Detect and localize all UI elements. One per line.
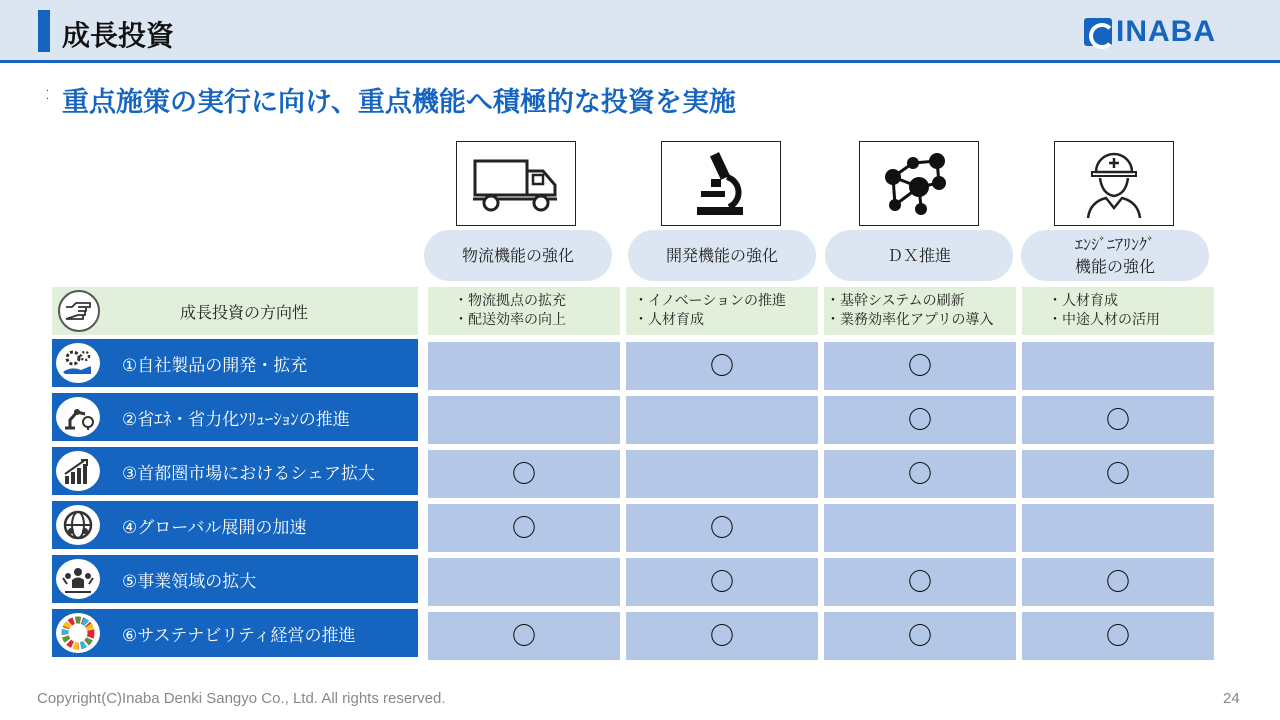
check-mark: 〇 bbox=[908, 568, 932, 596]
row-label-4 bbox=[52, 501, 418, 549]
logo-mark-icon bbox=[1084, 18, 1112, 46]
matrix-cell bbox=[1022, 450, 1214, 498]
matrix-cell bbox=[824, 396, 1016, 444]
column-dx: ＤＸ推進 bbox=[825, 230, 1013, 281]
check-mark: 〇 bbox=[512, 514, 536, 542]
slide-subtitle: 重点施策の実行に向け、重点機能へ積極的な投資を実施 bbox=[62, 87, 736, 118]
matrix-cell bbox=[626, 558, 818, 606]
direction-point: ・業務効率化アプリの導入 bbox=[826, 312, 994, 328]
direction-cell-logistics bbox=[428, 287, 620, 335]
direction-cell-engineering bbox=[1022, 287, 1214, 335]
matrix-cell bbox=[824, 504, 1016, 552]
direction-point: ・イノベーションの推進 bbox=[634, 293, 787, 309]
direction-cell-dx bbox=[824, 287, 1016, 335]
microscope-icon bbox=[661, 141, 781, 226]
check-mark: 〇 bbox=[908, 352, 932, 380]
globe-people-icon bbox=[54, 503, 102, 547]
row-label-5 bbox=[52, 555, 418, 603]
check-mark: 〇 bbox=[908, 622, 932, 650]
check-mark: 〇 bbox=[908, 460, 932, 488]
matrix-cell bbox=[428, 612, 620, 660]
matrix-cell bbox=[626, 342, 818, 390]
bullet-marker: · · bbox=[46, 86, 50, 105]
column-engineering: ｴﾝｼﾞﾆｱﾘﾝｸﾞ 機能の強化 bbox=[1021, 230, 1209, 281]
row-label-2 bbox=[52, 393, 418, 441]
row-label-3 bbox=[52, 447, 418, 495]
logo-text: INABA bbox=[1116, 15, 1216, 48]
matrix-cell bbox=[824, 450, 1016, 498]
page-number: 24 bbox=[1223, 690, 1240, 707]
matrix-cell bbox=[824, 612, 1016, 660]
direction-label-cell bbox=[52, 287, 418, 335]
direction-point: ・配送効率の向上 bbox=[454, 312, 566, 328]
check-mark: 〇 bbox=[1106, 568, 1130, 596]
column-logistics: 物流機能の強化 bbox=[424, 230, 612, 281]
engineer-icon bbox=[1054, 141, 1174, 226]
direction-point: ・物流拠点の拡充 bbox=[454, 293, 566, 309]
sdgs-wheel-icon bbox=[54, 611, 102, 655]
row-label-text: ①自社製品の開発・拡充 bbox=[122, 355, 308, 376]
check-mark: 〇 bbox=[908, 406, 932, 434]
row-label-text: ④グローバル展開の加速 bbox=[122, 517, 307, 538]
matrix-cell bbox=[428, 450, 620, 498]
check-mark: 〇 bbox=[710, 514, 734, 542]
matrix-cell bbox=[626, 450, 818, 498]
network-icon bbox=[859, 141, 979, 226]
direction-point: ・基幹システムの刷新 bbox=[826, 293, 965, 309]
row-label-text: ⑥サステナビリティ経営の推進 bbox=[122, 625, 356, 646]
matrix-cell bbox=[1022, 504, 1214, 552]
page-title: 成長投資 bbox=[62, 19, 175, 52]
matrix-cell bbox=[428, 396, 620, 444]
check-mark: 〇 bbox=[710, 568, 734, 596]
pointing-hand-icon bbox=[58, 290, 100, 332]
matrix-cell bbox=[626, 396, 818, 444]
check-mark: 〇 bbox=[1106, 622, 1130, 650]
copyright-footer: Copyright(C)Inaba Denki Sangyo Co., Ltd. All rights reserved. bbox=[37, 690, 446, 707]
matrix-cell bbox=[1022, 342, 1214, 390]
matrix-cell bbox=[1022, 396, 1214, 444]
row-label-text: ③首都圏市場におけるシェア拡大 bbox=[122, 463, 375, 484]
check-mark: 〇 bbox=[1106, 460, 1130, 488]
matrix-cell bbox=[428, 504, 620, 552]
truck-icon bbox=[456, 141, 576, 226]
row-label-text: ⑤事業領域の拡大 bbox=[122, 571, 257, 592]
check-mark: 〇 bbox=[512, 460, 536, 488]
matrix-cell bbox=[428, 558, 620, 606]
direction-label: 成長投資の方向性 bbox=[180, 302, 309, 322]
column-development: 開発機能の強化 bbox=[628, 230, 816, 281]
check-mark: 〇 bbox=[1106, 406, 1130, 434]
matrix-cell bbox=[428, 342, 620, 390]
header-rule bbox=[0, 60, 1280, 63]
matrix-cell bbox=[1022, 558, 1214, 606]
direction-cell-development bbox=[626, 287, 818, 335]
check-mark: 〇 bbox=[710, 622, 734, 650]
row-label-text: ②省ｴﾈ・省力化ｿﾘｭｰｼｮﾝの推進 bbox=[122, 409, 350, 430]
expand-people-icon bbox=[54, 557, 102, 601]
header-accent bbox=[38, 10, 50, 52]
matrix-cell bbox=[626, 504, 818, 552]
gears-hand-icon bbox=[54, 341, 102, 385]
matrix-cell bbox=[1022, 612, 1214, 660]
direction-point: ・人材育成 bbox=[634, 312, 704, 328]
matrix-cell bbox=[824, 342, 1016, 390]
growth-chart-icon bbox=[54, 449, 102, 493]
check-mark: 〇 bbox=[710, 352, 734, 380]
direction-point: ・人材育成 bbox=[1048, 293, 1118, 309]
row-label-6 bbox=[52, 609, 418, 657]
matrix-cell bbox=[824, 558, 1016, 606]
direction-point: ・中途人材の活用 bbox=[1048, 312, 1160, 328]
robot-arm-icon bbox=[54, 395, 102, 439]
check-mark: 〇 bbox=[512, 622, 536, 650]
row-label-1 bbox=[52, 339, 418, 387]
matrix-cell bbox=[626, 612, 818, 660]
company-logo bbox=[1084, 15, 1216, 48]
